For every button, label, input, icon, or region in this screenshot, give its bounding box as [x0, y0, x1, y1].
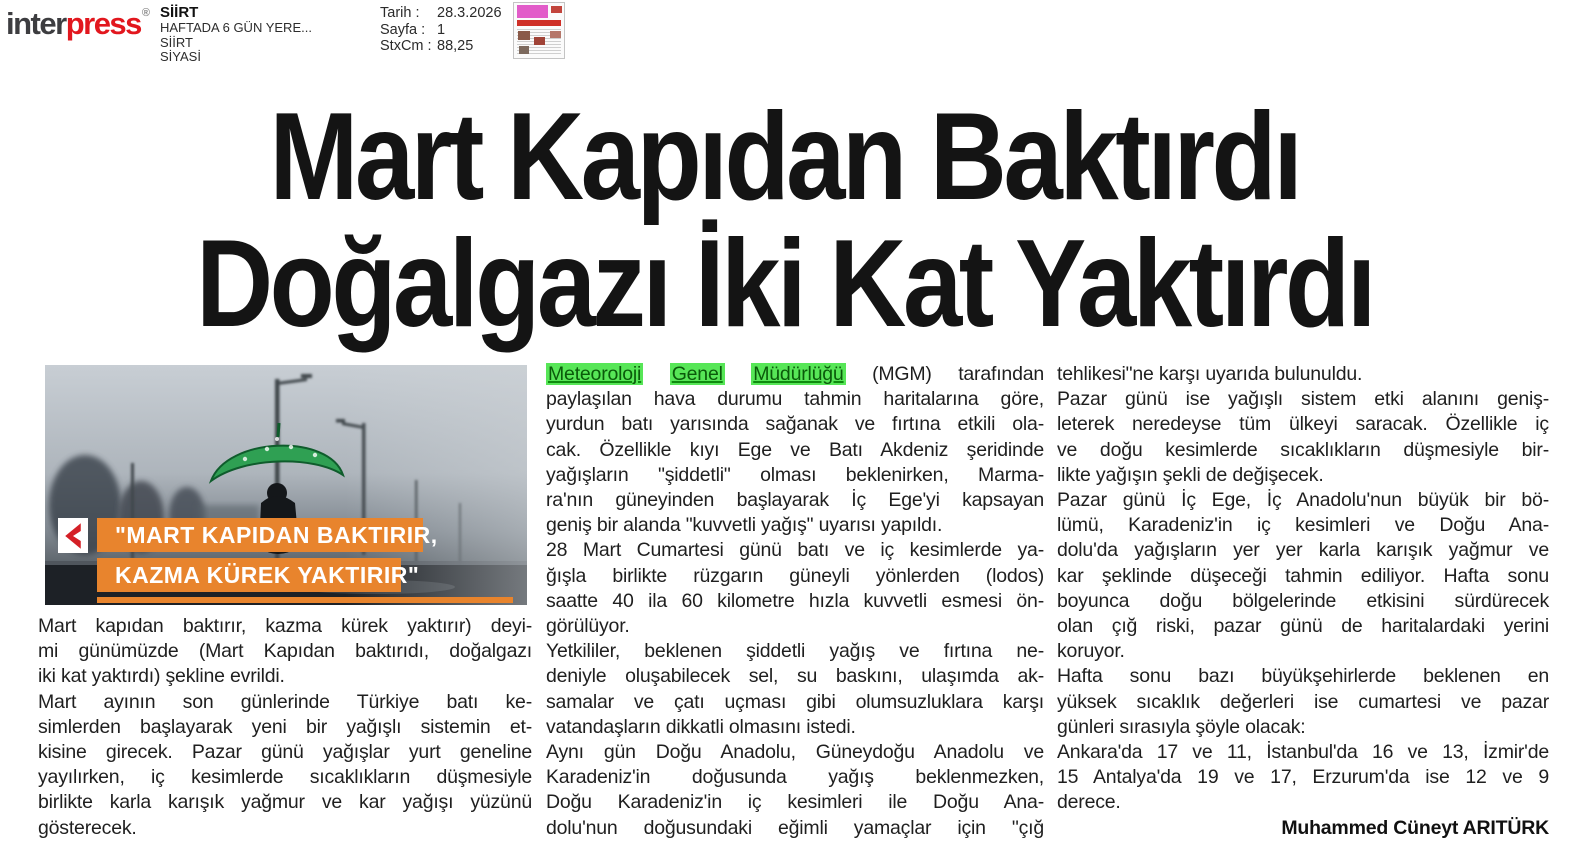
article-line: yurdun batı yarısında sağanak ve fırtına etkili ola-	[546, 413, 1044, 436]
headline	[0, 88, 1569, 353]
article-line: Yetkililer, beklenen şiddetli yağış ve fırtına ne-	[546, 640, 1044, 663]
article-line: likte yağışın şekli de değişecek.	[1057, 463, 1324, 486]
article-line: koruyor.	[1057, 640, 1125, 663]
thumbnail-masthead	[517, 20, 561, 26]
article-line: lümü, Karadeniz'in iç kesimleri ve Doğu Ana-	[1057, 514, 1549, 537]
meta-value: 28.3.2026	[437, 5, 502, 21]
meta-value: 1	[437, 21, 446, 38]
newspaper-page-thumbnail[interactable]	[513, 2, 565, 59]
logo-text-inter: inter	[6, 6, 66, 41]
publication-category: SİYASİ	[160, 49, 201, 64]
article-line: günleri sırasıyla şöyle olacak:	[1057, 715, 1306, 738]
article-line: cak. Özellikle kıyı Ege ve Batı Akdeniz şeridinde	[546, 438, 1044, 461]
article-line: görülüyor.	[546, 615, 630, 638]
thumbnail-photo-block	[519, 46, 529, 54]
publication-city: SİİRT	[160, 34, 193, 50]
article-line: saatte 40 ila 60 kilometre hızla kuvvetli esmesi ön-	[546, 589, 1044, 612]
thumbnail-highlight-block	[517, 5, 548, 18]
clipping-meta	[380, 5, 502, 55]
meta-row-stxcm	[380, 38, 502, 55]
article-column-1	[38, 614, 532, 841]
article-line: samalar ve çatı uçması gibi olumsuzluklara karşı	[546, 690, 1044, 713]
article-line: Karadeniz'in doğusunda yağış beklenmezken,	[546, 766, 1044, 789]
article-line: dolu'nun doğusundaki eğimli yamaçlar için "çığ	[546, 816, 1044, 839]
headline-line-2: Doğalgazı İki Kat Yaktırdı	[196, 215, 1373, 353]
caption-orange-strip	[97, 597, 513, 603]
thumbnail-photo-block	[550, 31, 561, 38]
headline-line-1: Mart Kapıdan Baktırdı	[269, 88, 1300, 226]
article-line: kisine girecek. Pazar günü yağışlar yurt geneline	[38, 741, 532, 764]
publication-info	[160, 4, 312, 65]
caption-text: KAZMA KÜREK YAKTIRIR"	[115, 561, 420, 588]
photo-caption-line-1	[97, 518, 438, 552]
interpress-logo	[6, 8, 149, 39]
article-line: mi günümüzde (Mart Kapıdan baktırıdı, doğalgazı	[38, 640, 532, 663]
logo-text-press: press	[65, 6, 141, 41]
article-line: iki kat yaktırdı) şekline evrildi.	[38, 665, 285, 688]
article-line: Ankara'da 17 ve 11, İstanbul'da 16 ve 13, İzmir'de	[1057, 741, 1549, 764]
article-line: boyunca doğu bölgelerinde etkisini sürdürecek	[1057, 589, 1549, 612]
green-highlighted-text: Meteoroloji	[548, 363, 642, 385]
thumbnail-photo-block	[518, 31, 530, 40]
article-line: Pazar günü İç Ege, İç Anadolu'nun büyük bir bö-	[1057, 489, 1549, 512]
article-line: yayılırken, iç kesimlerde sıcaklıkların düşmesiyle	[38, 766, 532, 789]
meta-label: StxCm :	[380, 38, 432, 54]
green-highlighted-text: Müdürlüğü	[753, 363, 844, 385]
byline: Muhammed Cüneyt ARITÜRK	[1281, 816, 1549, 839]
article-line: olan çığ riski, pazar günü de haritalardaki yerini	[1057, 615, 1549, 638]
thumbnail-block	[551, 6, 562, 13]
article-line: Mart ayının son günlerinde Türkiye batı ke-	[38, 690, 532, 713]
article-line: ra'nın güneyinden başlayarak İç Ege'yi kapsayan	[546, 489, 1044, 512]
article-column-2	[546, 362, 1044, 841]
article-line: Doğu Karadeniz'in iç kesimleri ile Doğu Ana-	[546, 791, 1044, 814]
article-line: vatandaşların dikkatli olmasını istedi.	[546, 715, 856, 738]
meta-label: Sayfa :	[380, 21, 426, 38]
weather-photo	[45, 365, 527, 605]
article-line: Hafta sonu bazı büyükşehirlerde beklenen en	[1057, 665, 1549, 688]
article-line: gösterecek.	[38, 816, 137, 839]
article-line: kar şeklinde düşeceği tahmin ediliyor. Hafta sonu	[1057, 564, 1549, 587]
article-line: yüksek sıcaklık değerleri ise cumartesi ve pazar	[1057, 690, 1549, 713]
article-line: geniş bir alanda "kuvvetli yağış" uyarısı yapıldı.	[546, 514, 943, 537]
article-column-3	[1057, 362, 1549, 841]
article-line: Meteoroloji Genel Müdürlüğü (MGM) tarafından	[548, 363, 1045, 385]
article-line: 15 Antalya'da 19 ve 17, Erzurum'da ise 12 ve 9	[1057, 766, 1549, 789]
article-line: deniyle oluşabilecek sel, su baskını, ulaşımda ak-	[546, 665, 1044, 688]
publication-name: SİİRT	[160, 4, 199, 21]
article-line: leterek neredeyse tüm ülkeyi saracak. Özellikle iç	[1057, 413, 1549, 436]
article-line: simlerden başlayarak yeni bir yağışlı sistemin et-	[38, 715, 532, 738]
article-line: 28 Mart Cumartesi günü batı ve iç kesimlerde ya-	[546, 539, 1044, 562]
thumbnail-photo-block	[534, 37, 545, 45]
article-line: birlikte karla karışık yağmur ve kar yağışı yüzünü	[38, 791, 532, 814]
meta-value: 88,25	[437, 38, 474, 54]
article-line: Mart kapıdan baktırır, kazma kürek yaktırır) deyi-	[38, 615, 532, 637]
article-line: Pazar günü ise yağışlı sistem etki alanını geniş-	[1057, 388, 1549, 411]
article-line: paylaşılan hava durumu tahmin haritalarına göre,	[546, 388, 1044, 411]
article-line: Aynı gün Doğu Anadolu, Güneydoğu Anadolu ve	[546, 741, 1044, 764]
chevron-left-icon	[58, 518, 88, 553]
caption-text: "MART KAPIDAN BAKTIRIR,	[115, 521, 438, 548]
article-line: ve doğu kesimlerde sıcaklıkların düşmesiyle bir-	[1057, 438, 1549, 461]
article-line: yağışların "şiddetli" olması beklenirken, Marma-	[546, 463, 1044, 486]
green-highlighted-text: Genel	[671, 363, 723, 385]
meta-row-date	[380, 5, 502, 22]
meta-label: Tarih :	[380, 5, 420, 21]
article-line: derece.	[1057, 791, 1121, 814]
article-line: dolu'da yağışların yer yer karla karışık yağmur ve	[1057, 539, 1549, 562]
meta-row-page	[380, 22, 502, 39]
photo-caption-line-2	[97, 558, 420, 592]
publication-frequency: HAFTADA 6 GÜN YERE...	[160, 20, 312, 35]
article-line: tehlikesi"ne karşı uyarıda bulunuldu.	[1057, 363, 1363, 385]
article-line: ğışla birlikte rüzgarın güneyli yönlerden (lodos)	[546, 564, 1044, 587]
registered-mark: ®	[141, 7, 149, 19]
